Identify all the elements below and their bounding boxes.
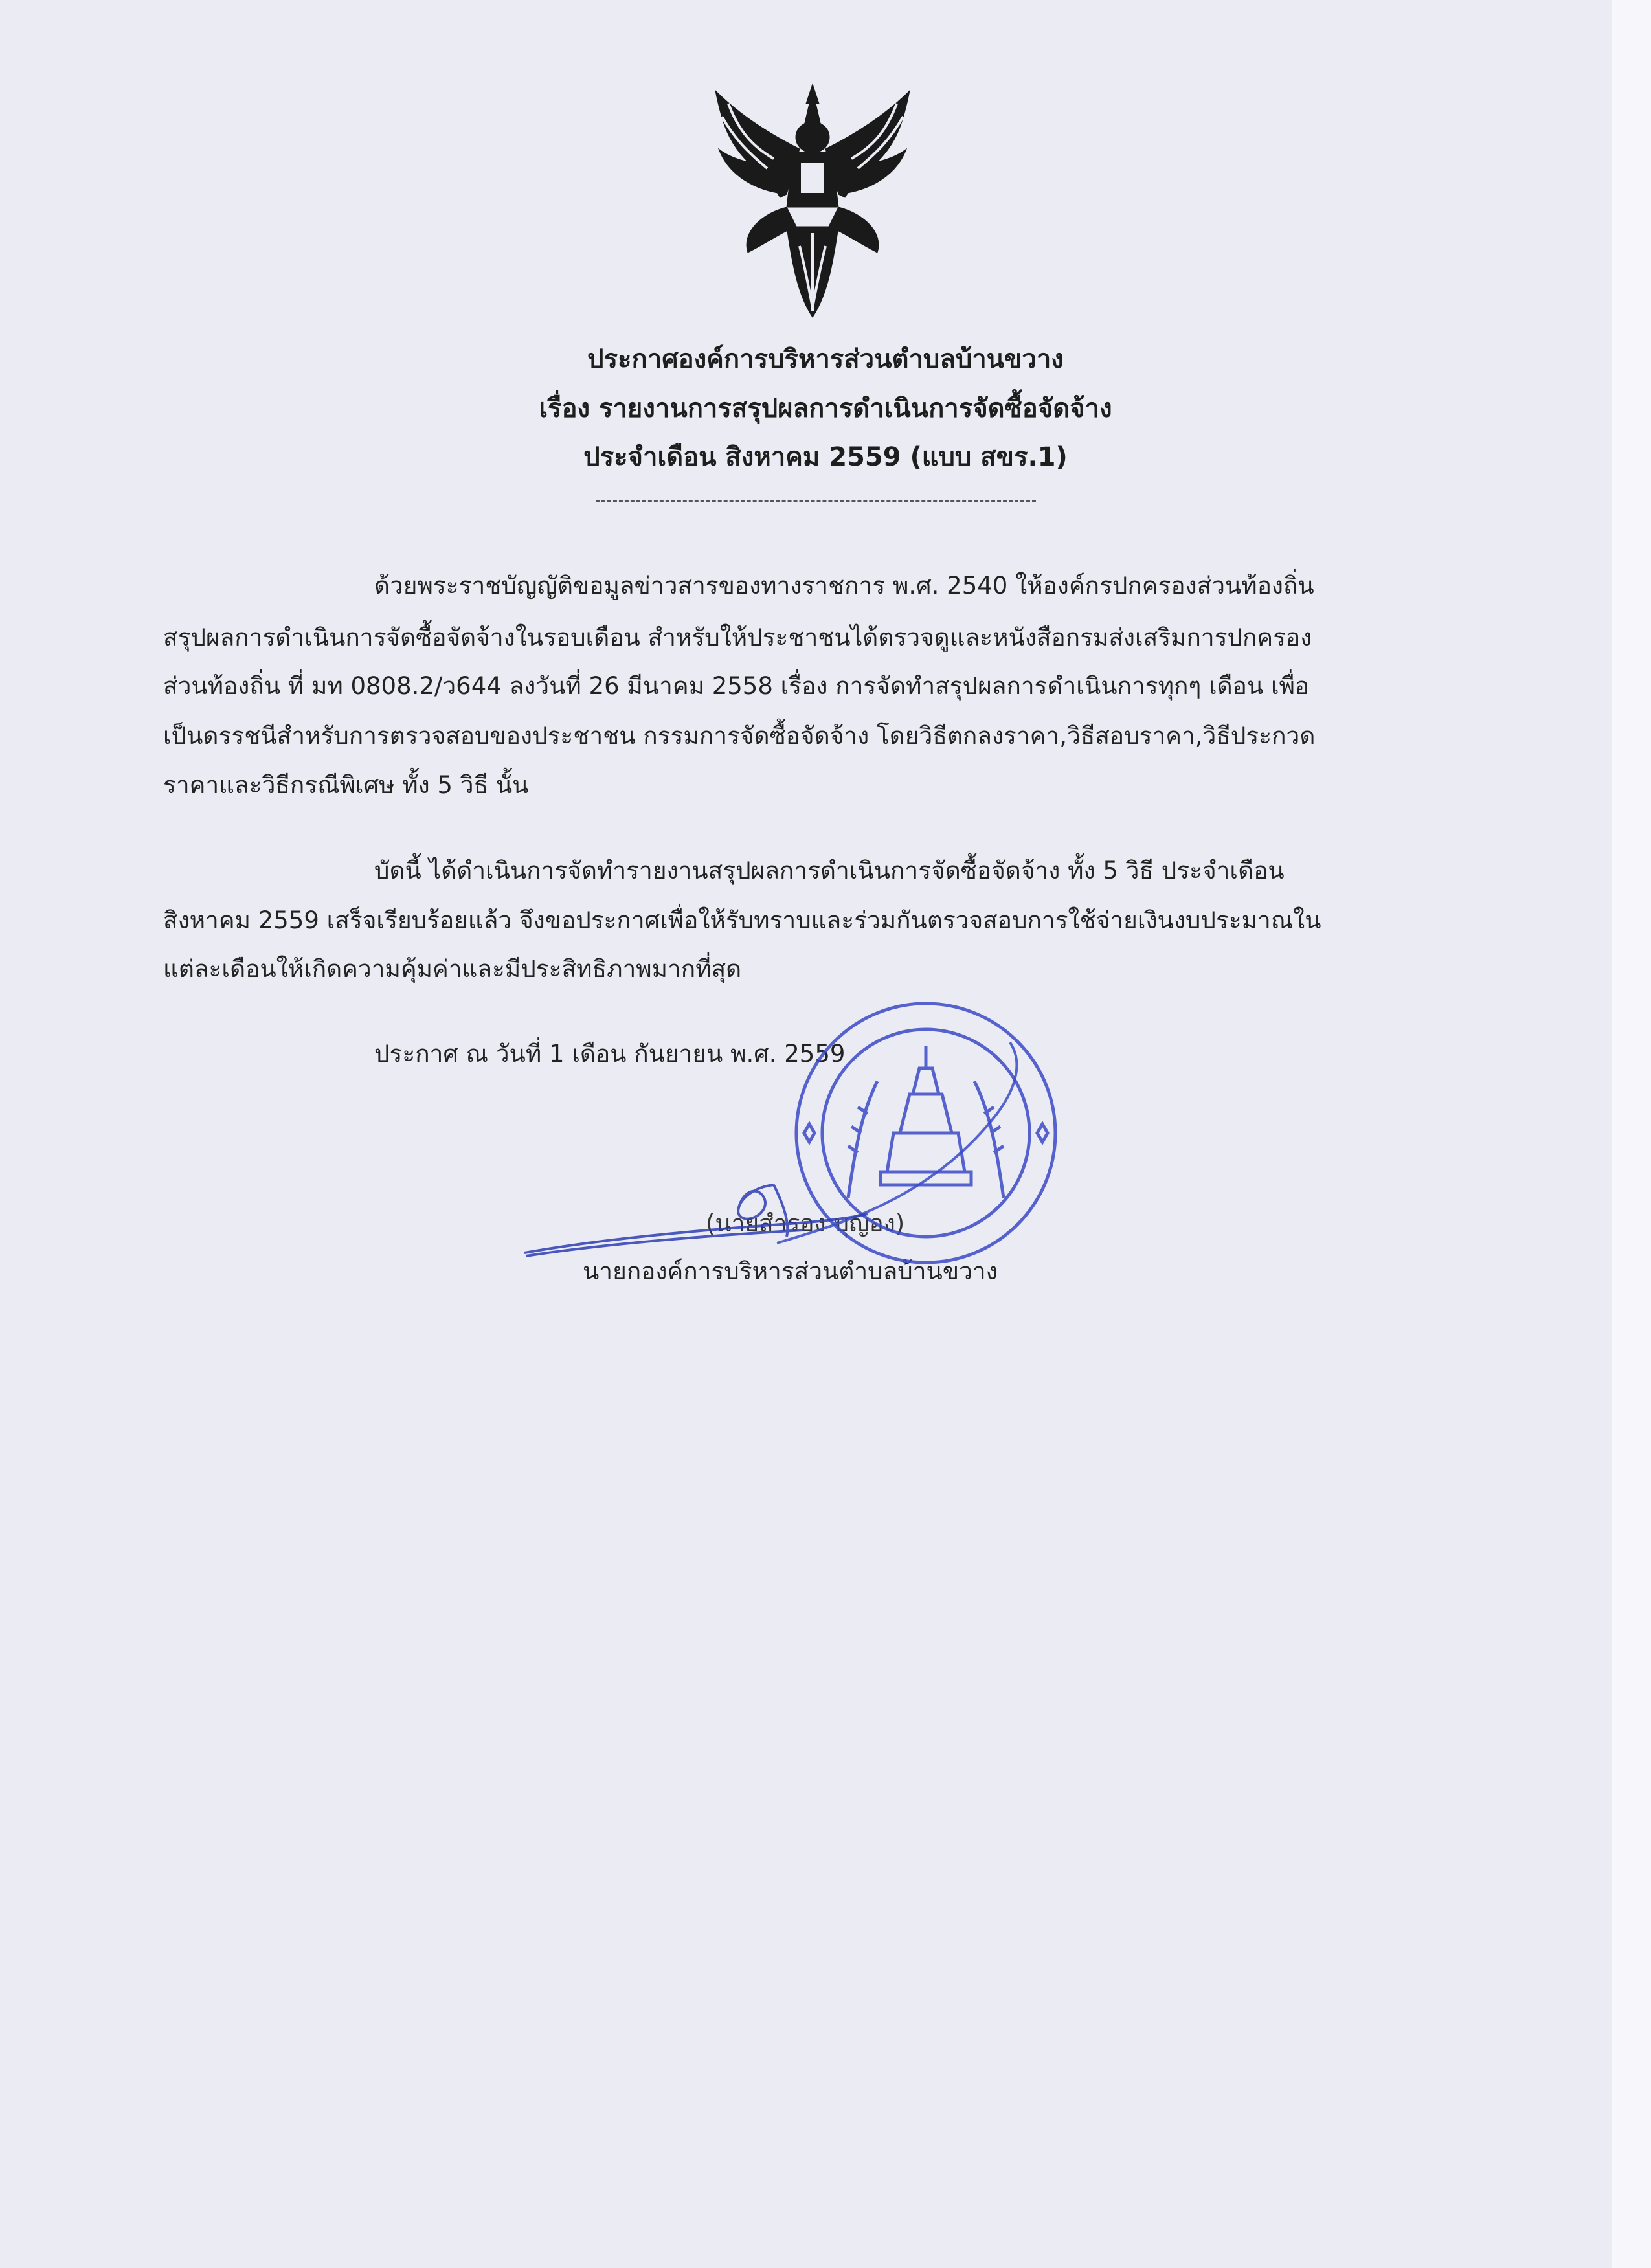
paragraph-line: ราคาและวิธีกรณีพิเศษ ทั้ง 5 วิธี นั้น	[163, 771, 529, 799]
paragraph-line: แต่ละเดือนให้เกิดความคุ้มค่าและมีประสิทธิภาพมากที่สุด	[163, 955, 742, 983]
page-margin	[1612, 0, 1651, 2268]
dashed-divider	[596, 500, 1036, 502]
announcement-subject: เรื่อง รายงานการสรุปผลการดำเนินการจัดซื้อจัดจ้าง	[539, 394, 1112, 423]
paragraph-line: สรุปผลการดำเนินการจัดซื้อจัดจ้างในรอบเดือน สำหรับให้ประชาชนได้ตรวจดูและหนังสือกรมส่งเสริมการปกครอง	[163, 623, 1312, 651]
garuda-emblem-icon	[702, 78, 923, 324]
signer-title: นายกองค์การบริหารส่วนตำบลบ้านขวาง	[583, 1257, 998, 1285]
paragraph-line: บัดนี้ ได้ดำเนินการจัดทำรายงานสรุปผลการดำเนินการจัดซื้อจัดจ้าง ทั้ง 5 วิธี ประจำเดือน	[374, 857, 1285, 884]
announcement-date: ประกาศ ณ วันที่ 1 เดือน กันยายน พ.ศ. 2559	[374, 1040, 846, 1068]
paragraph-line: เป็นดรรชนีสำหรับการตรวจสอบของประชาชน กรรมการจัดซื้อจัดจ้าง โดยวิธีตกลงราคา,วิธีสอบราคา,วิธีประกวด	[163, 722, 1316, 750]
paragraph-line: สิงหาคม 2559 เสร็จเรียบร้อยแล้ว จึงขอประกาศเพื่อให้รับทราบและร่วมกันตรวจสอบการใช้จ่ายเงินงบประมาณใน	[163, 906, 1321, 934]
paragraph-line: ส่วนท้องถิ่น ที่ มท 0808.2/ว644 ลงวันที่ 26 มีนาคม 2558 เรื่อง การจัดทำสรุปผลการดำเนินการทุกๆ เดือน เพื่อ	[163, 672, 1310, 700]
paragraph-line: ด้วยพระราชบัญญัติขอมูลข่าวสารของทางราชการ พ.ศ. 2540 ให้องค์กรปกครองส่วนท้องถิ่น	[374, 572, 1314, 600]
signer-name: (นายสำรอง บุญอง)	[706, 1209, 905, 1237]
announcement-title: ประกาศองค์การบริหารส่วนตำบลบ้านขวาง	[587, 344, 1064, 374]
announcement-period: ประจำเดือน สิงหาคม 2559 (แบบ สขร.1)	[583, 442, 1068, 472]
handwritten-signature	[518, 1127, 984, 1269]
